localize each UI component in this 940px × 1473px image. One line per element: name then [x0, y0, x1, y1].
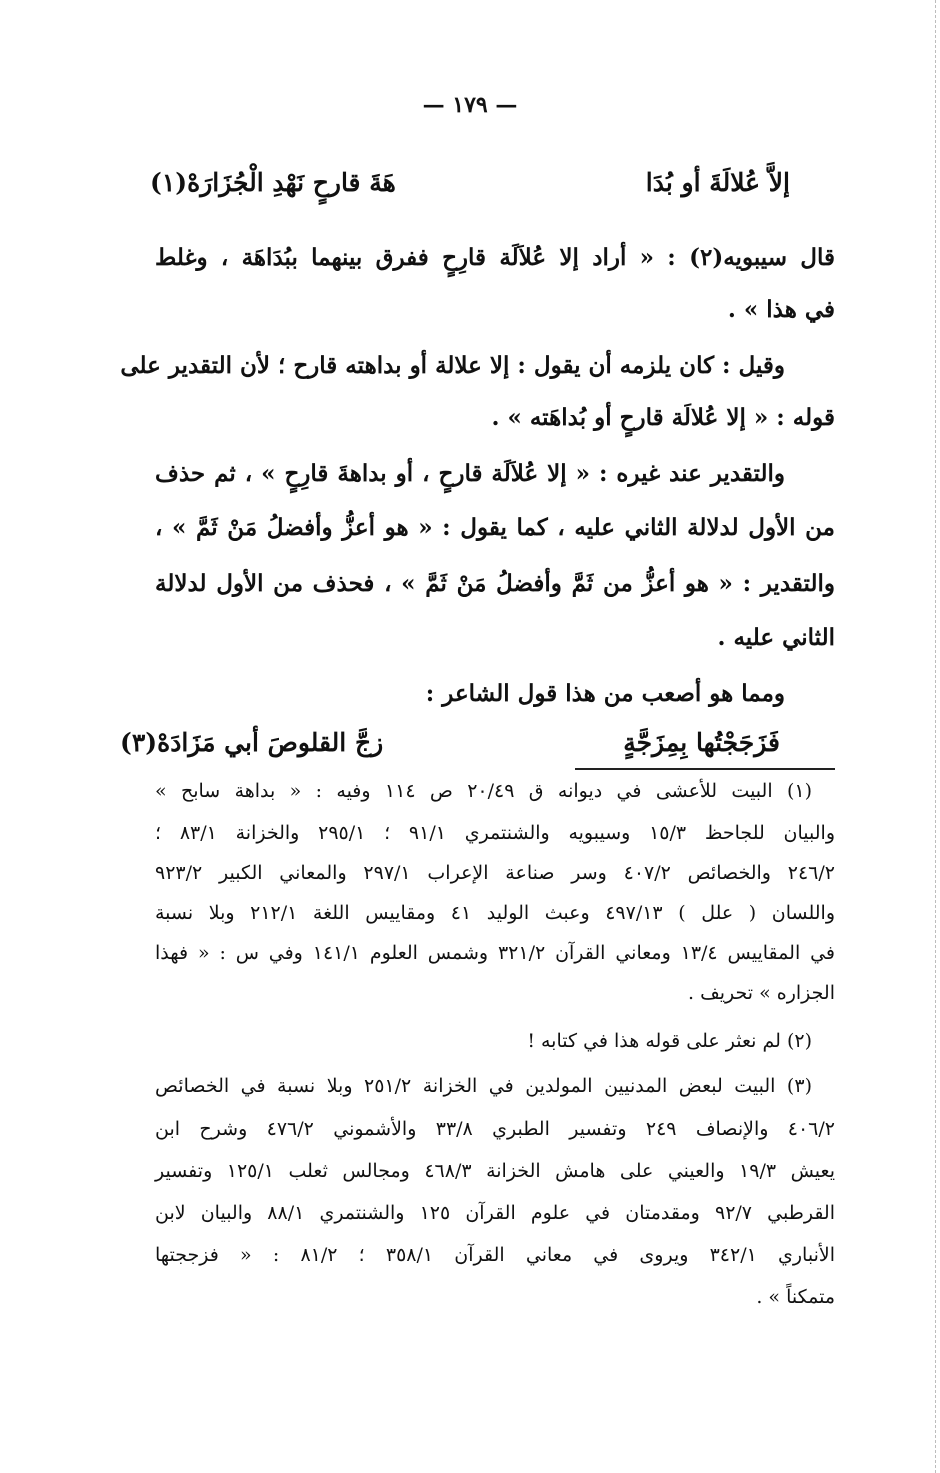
- body-line: في هذا » .: [727, 296, 835, 323]
- page-number: — ١٧٩ —: [422, 92, 518, 118]
- verse-2-second-hemistich: زجَّ القلوصَ أبي مَزَادَهْ(٣): [120, 728, 384, 757]
- footnote-line: واللسان ( علل ) ٤٩٧/١٣ وعبث الوليد ٤١ ومقاييس اللغة ٢١٢/١ وبلا نسبة: [155, 902, 835, 924]
- footnote-line: الجزاره » تحريف .: [688, 982, 835, 1004]
- footnote-line: ٤٠٦/٢ والإنصاف ٢٤٩ وتفسير الطبري ٣٣/٨ والأشموني ٤٧٦/٢ وشرح ابن: [155, 1118, 835, 1140]
- footnote-line: (٢) لم نعثر على قوله هذا في كتابه !: [527, 1030, 812, 1052]
- verse-1-first-hemistich: إلاَّ عُلالَةَ أو بُدَا: [645, 168, 790, 197]
- footnote-line: والبيان للجاحظ ١٥/٣ وسيبويه والشنتمري ٩١/١ ؛ ٢٩٥/١ والخزانة ٨٣/١ ؛: [155, 822, 835, 844]
- body-line: قوله : « إلا عُلالَة قارحٍ أو بُداهَته » .: [491, 404, 835, 431]
- footnote-line: ٢٤٦/٢ والخصائص ٤٠٧/٢ وسر صناعة الإعراب ٢٩٧/١ والمعاني الكبير ٩٢٣/٢: [155, 862, 835, 884]
- footnote-line: الأنباري ٣٤٢/١ ويروى في معاني القرآن ٣٥٨/١ ؛ ٨١/٢ : « فزججتها: [155, 1244, 835, 1266]
- footnote-line: (٣) البيت لبعض المدنيين المولدين في الخزانة ٢٥١/٢ وبلا نسبة في الخصائص: [155, 1075, 812, 1097]
- body-line: وقيل : كان يلزمه أن يقول : إلا علالة أو بداهته قارح ؛ لأن التقدير على: [120, 352, 785, 379]
- footnote-line: القرطبي ٩٢/٧ ومقدمتان في علوم القرآن ١٢٥ والشنتمري ٨٨/١ والبيان لابن: [155, 1202, 835, 1224]
- verse-2-first-hemistich: فَزَجَجْتُها بِمِزَجَّةٍ: [623, 728, 780, 757]
- footnote-line: متمكناً » .: [756, 1286, 835, 1308]
- body-line: والتقدير عند غيره : « إلا عُلاَلَة قارحٍ ، أو بداهةَ قارِحٍ » ، ثم حذف: [155, 460, 785, 487]
- page-edge-rule: [934, 0, 936, 1473]
- footnote-separator: [575, 768, 835, 770]
- footnote-line: في المقاييس ١٣/٤ ومعاني القرآن ٣٢١/٢ وشمس العلوم ١٤١/١ وفي س : « فهذا: [155, 942, 835, 964]
- body-line: الثاني عليه .: [717, 624, 835, 651]
- body-line: والتقدير : « هو أعزُّ من ثَمَّ وأفضلُ مَنْ ثَمَّ » ، فحذف من الأول لدلالة: [155, 570, 835, 597]
- body-line: ومما هو أصعب من هذا قول الشاعر :: [425, 680, 785, 707]
- footnote-line: (١) البيت للأعشى في ديوانه ق ٢٠/٤٩ ص ١١٤ وفيه : « بداهة سابح »: [155, 780, 812, 802]
- verse-2: [120, 728, 780, 757]
- verse-1-second-hemistich: هَةَ قارحٍ نَهْدِ الْجُزَارَهْ(١): [150, 168, 396, 197]
- verse-1: [150, 168, 790, 197]
- body-line: قال سيبويه(٢) : « أراد إلا عُلاَلَة قارِحٍ ففرق بينهما ببُدَاهَة ، وغلط: [155, 244, 835, 271]
- body-line: من الأول لدلالة الثاني عليه ، كما يقول : « هو أعزُّ وأفضلُ مَنْ ثَمَّ » ،: [155, 514, 835, 541]
- footnote-line: يعيش ١٩/٣ والعيني على هامش الخزانة ٤٦٨/٣ ومجالس ثعلب ١٢٥/١ وتفسير: [155, 1160, 835, 1182]
